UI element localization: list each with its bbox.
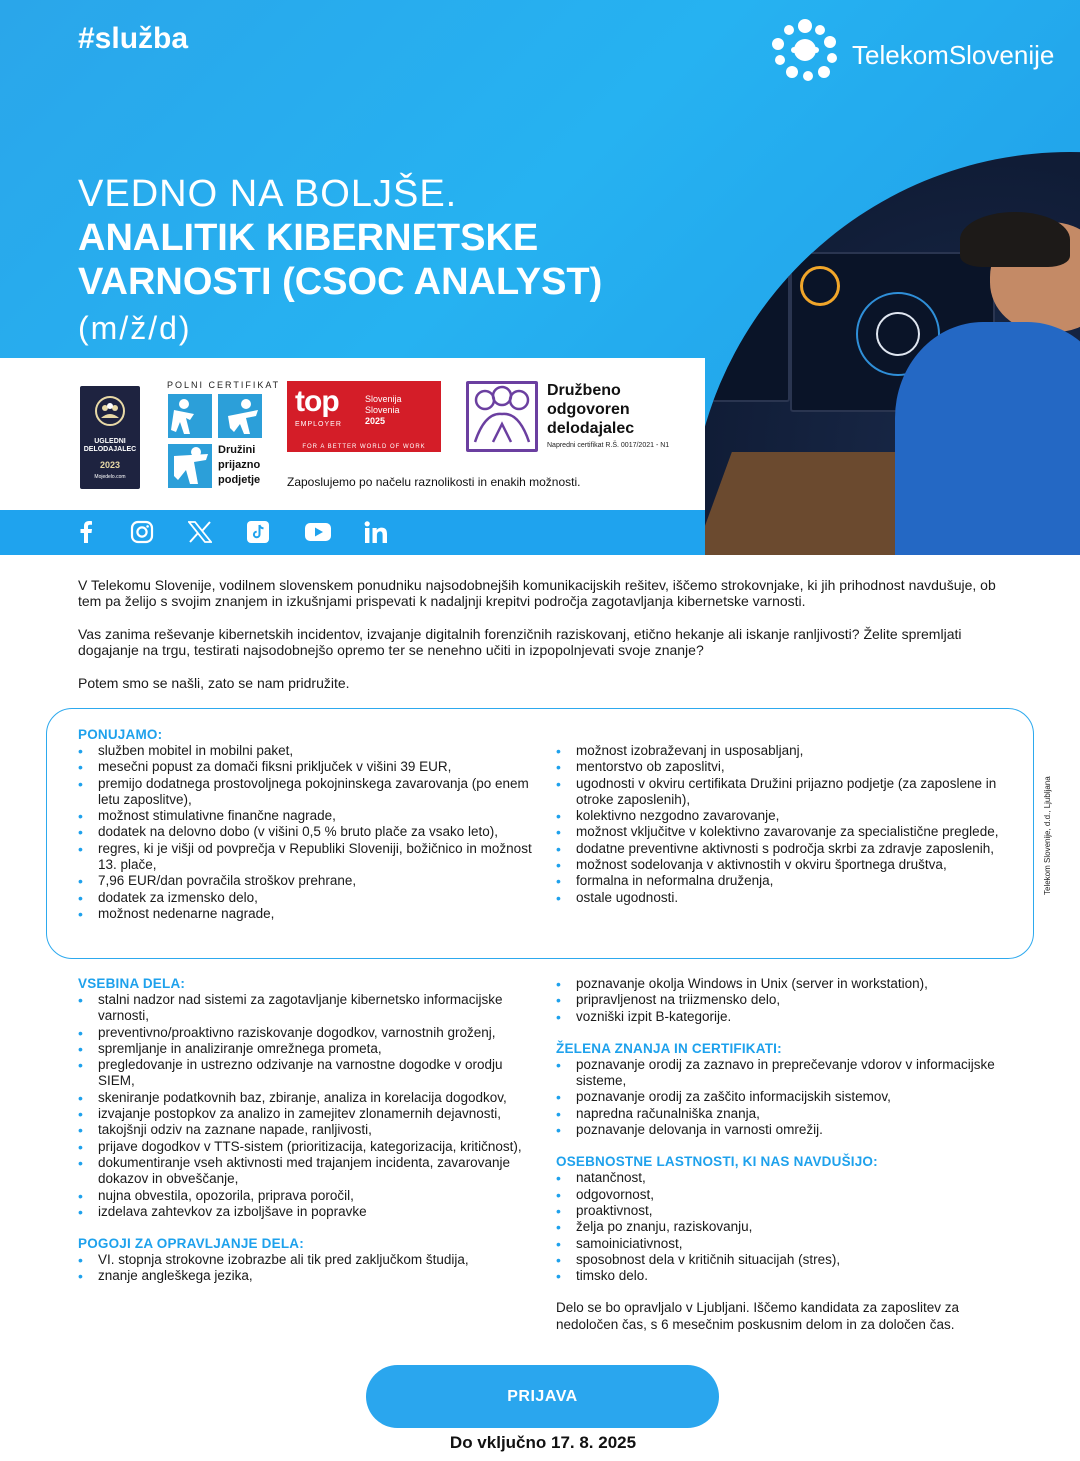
requirement-item: • pripravljenost na triizmensko delo,: [556, 992, 1006, 1008]
desired-skill-item: • poznavanje delovanja in varnosti omrežij.: [556, 1122, 1006, 1138]
requirements-list-continued: [556, 976, 1006, 1025]
benefit-item: • formalna in neformalna druženja,: [556, 873, 1006, 889]
requirement-item: • VI. stopnja strokovne izobrazbe ali tik pred zaključkom študija,: [78, 1252, 538, 1268]
linkedin-icon[interactable]: [360, 516, 392, 548]
benefits-title: PONUJAMO:: [78, 727, 163, 742]
top-footer: FOR A BETTER WORLD OF WORK: [302, 444, 426, 450]
personal-trait-item: • timsko delo.: [556, 1268, 1006, 1284]
ugledni-site: Mojedelo.com: [94, 474, 126, 480]
benefit-item: • služben mobitel in mobilni paket,: [78, 743, 538, 759]
do-line3: delodajalec: [547, 420, 635, 437]
job-content-item: • preventivno/proaktivno raziskovanje dogodkov, varnostnih groženj,: [78, 1025, 538, 1041]
benefit-item: • ugodnosti v okviru certifikata Družini prijazno podjetje (za zaposlene in otroke zaposlenih),: [556, 776, 1006, 809]
polni-certifikat-label: POLNI CERTIFIKAT: [167, 380, 281, 390]
desired-skill-item: • napredna računalniška znanja,: [556, 1106, 1006, 1122]
benefit-item: • možnost vključitve v kolektivno zavarovanje za specialistične preglede,: [556, 824, 1006, 840]
personal-traits-list: [556, 1170, 1006, 1284]
right-column: [556, 976, 1006, 1333]
personal-trait-item: • samoiniciativnost,: [556, 1236, 1006, 1252]
job-content-item: • nujna obvestila, opozorila, priprava poročil,: [78, 1188, 538, 1204]
requirements-title: POGOJI ZA OPRAVLJANJE DELA:: [78, 1236, 304, 1252]
druzini-line3: podjetje: [218, 474, 261, 486]
job-content-list: [78, 992, 538, 1220]
job-content-item: • spremljanje in analiziranje omrežnega prometa,: [78, 1041, 538, 1057]
desired-skill-item: • poznavanje orodij za zaščito informacijskih sistemov,: [556, 1089, 1006, 1105]
application-deadline: Do vključno 17. 8. 2025: [449, 1433, 637, 1452]
hashtag-label: #služba: [78, 22, 189, 55]
druzini-line2: prijazno: [218, 459, 261, 471]
telekom-logo[interactable]: [772, 18, 1062, 82]
benefit-item: • možnost sodelovanja v aktivnostih v okviru športnega društva,: [556, 857, 1006, 873]
druzbeno-odgovoren-logo: [466, 381, 538, 452]
company-legal-name: Telekom Slovenije, d.d., Ljubljana: [1043, 776, 1052, 895]
top-logo: top: [295, 385, 339, 418]
job-content-item: • skeniranje podatkovnih baz, zbiranje, analiza in korelacija dogodkov,: [78, 1090, 538, 1106]
hero-photo: [690, 152, 1080, 555]
personal-trait-item: • odgovornost,: [556, 1187, 1006, 1203]
benefit-item: • mesečni popust za domači fiksni priključek v višini 39 EUR,: [78, 759, 538, 775]
job-title-block: [78, 172, 602, 348]
person-body: [895, 322, 1080, 555]
druzini-line1: Družini: [218, 444, 256, 456]
intro-text: [78, 577, 998, 708]
ugledni-label: UGLEDNI: [94, 438, 126, 445]
benefit-item: • mentorstvo ob zaposlitvi,: [556, 759, 1006, 775]
logo-wordmark: TelekomSlovenije: [852, 40, 1055, 70]
benefit-item: • regres, ki je višji od povprečja v Republiki Sloveniji, božičnico in možnost 13. plače,: [78, 841, 538, 874]
intro-paragraph-2: Vas zanima reševanje kibernetskih incidentov, izvajanje digitalnih forenzičnih raziskovanj, etično hekanje ali iskanje ranljivosti? Želite spremljati dogajanje na trgu, testirati najsodobnejšo opremo ter se nenehno učiti in izpopolnjevati svoje znanje?: [78, 626, 962, 658]
benefits-right-column: [556, 743, 1006, 906]
apply-button[interactable]: PRIJAVA: [366, 1365, 719, 1428]
benefit-item: • ostale ugodnosti.: [556, 890, 1006, 906]
requirement-item: • vozniški izpit B-kategorije.: [556, 1009, 1006, 1025]
left-column: [78, 976, 538, 1285]
top-employer-badge: [287, 381, 441, 452]
job-title-line1: ANALITIK KIBERNETSKE: [78, 217, 539, 259]
benefit-item: • premijo dodatnega prostovoljnega pokojninskega zavarovanja (po enem letu zaposlitve),: [78, 776, 538, 809]
job-title-line2: VARNOSTI (CSOC ANALYST): [78, 261, 603, 303]
closing-note: Delo se bo opravljalo v Ljubljani. Iščemo kandidata za zaposlitev za nedoločen čas, s 6 mesečnim poskusnim delom in za določen čas.: [556, 1300, 959, 1332]
top-country: [365, 394, 402, 427]
requirement-item: • poznavanje okolja Windows in Unix (server in workstation),: [556, 976, 1006, 992]
top-employer-label: EMPLOYER: [295, 421, 342, 428]
druzbeno-odgovoren-cert-number: Napredni certifikat R.Š. 0017/2021 - N1: [547, 442, 670, 449]
personal-trait-item: • natančnost,: [556, 1170, 1006, 1186]
benefits-list-right: [556, 743, 1006, 906]
telekom-dots-icon: [772, 18, 838, 82]
x-icon[interactable]: [184, 516, 216, 548]
druzbeno-odgovoren-label: [547, 381, 634, 438]
tagline: VEDNO NA BOLJŠE.: [78, 173, 458, 215]
gender-note: (m/ž/d): [78, 310, 192, 346]
facebook-icon[interactable]: [70, 516, 102, 548]
benefits-left-column: [78, 727, 538, 922]
benefit-item: • možnost nedenarne nagrade,: [78, 906, 538, 922]
job-content-item: • pregledovanje in ustrezno odzivanje na varnostne dogodke v orodju SIEM,: [78, 1057, 538, 1090]
ugledni-year: 2023: [99, 460, 121, 470]
delodajalec-label: DELODAJALEC: [83, 446, 137, 453]
second-monitor: [690, 262, 790, 402]
top-country-si: Slovenija: [365, 394, 402, 404]
do-line1: Družbeno: [547, 382, 621, 399]
people-circles-icon: [469, 384, 535, 449]
top-country-en: Slovenia: [365, 405, 400, 415]
benefit-item: • 7,96 EUR/dan povračila stroškov prehrane,: [78, 873, 538, 889]
job-content-item: • izdelava zahtevkov za izboljšave in popravke: [78, 1204, 538, 1220]
ugledni-delodajalec-badge: [80, 386, 140, 489]
personal-trait-item: • sposobnost dela v kritičnih situacijah (stres),: [556, 1252, 1006, 1268]
tiktok-icon[interactable]: [242, 516, 274, 548]
druzini-prijazno-label: [218, 443, 260, 488]
benefit-item: • možnost stimulativne finančne nagrade,: [78, 808, 538, 824]
job-content-item: • takojšnji odziv na zaznane napade, ranljivosti,: [78, 1122, 538, 1138]
instagram-icon[interactable]: [126, 516, 158, 548]
benefits-list-left: [78, 743, 538, 922]
benefit-item: • dodatek za izmensko delo,: [78, 890, 538, 906]
desired-skills-list: [556, 1057, 1006, 1138]
do-line2: odgovoren: [547, 401, 630, 418]
people-icon: [95, 396, 125, 426]
personal-trait-item: • želja po znanju, raziskovanju,: [556, 1219, 1006, 1235]
personal-trait-item: • proaktivnost,: [556, 1203, 1006, 1219]
desired-skill-item: • poznavanje orodij za zaznavo in preprečevanje vdorov v informacijske sisteme,: [556, 1057, 1006, 1090]
desired-skills-title: ŽELENA ZNANJA IN CERTIFIKATI:: [556, 1040, 782, 1056]
job-content-item: • dokumentiranje vseh aktivnosti med trajanjem incidenta, zavarovanje dokazov in obveščanje,: [78, 1155, 538, 1188]
benefit-item: • možnost izobraževanj in usposabljanj,: [556, 743, 1006, 759]
job-content-item: • stalni nadzor nad sistemi za zagotavljanje kibernetsko informacijske varnosti,: [78, 992, 538, 1025]
youtube-icon[interactable]: [302, 516, 334, 548]
benefit-item: • dodatne preventivne aktivnosti s področja skrbi za zdravje zaposlenih,: [556, 841, 1006, 857]
job-content-item: • prijave dogodkov v TTS-sistem (prioritizacija, kategorizacija, kritičnost),: [78, 1139, 538, 1155]
benefit-item: • dodatek na delovno dobo (v višini 0,5 % bruto plače za vsako leto),: [78, 824, 538, 840]
benefit-item: • kolektivno nezgodno zavarovanje,: [556, 808, 1006, 824]
requirement-item: • znanje angleškega jezika,: [78, 1268, 538, 1284]
requirements-list: [78, 1252, 538, 1285]
job-content-title: VSEBINA DELA:: [78, 976, 186, 991]
personal-traits-title: OSEBNOSTNE LASTNOSTI, KI NAS NAVDUŠIJO:: [556, 1154, 878, 1170]
intro-paragraph-3: Potem smo se našli, zato se nam pridružite.: [78, 675, 350, 691]
job-content-item: • izvajanje postopkov za analizo in zamejitev zlonamernih dejavnosti,: [78, 1106, 538, 1122]
diversity-statement: Zaposlujemo po načelu raznolikosti in enakih možnosti.: [287, 475, 581, 489]
intro-paragraph-1: V Telekomu Slovenije, vodilnem slovenskem ponudniku najsodobnejših komunikacijskih rešitev, iščemo strokovnjake, ki jih prihodnost navdušuje, ob tem pa želijo s svojim znanjem in izkušnjami prispevati k nadaljnji krepitvi področja zagotavljanja kibernetske varnosti.: [78, 577, 996, 609]
top-year: 2025: [365, 416, 386, 426]
